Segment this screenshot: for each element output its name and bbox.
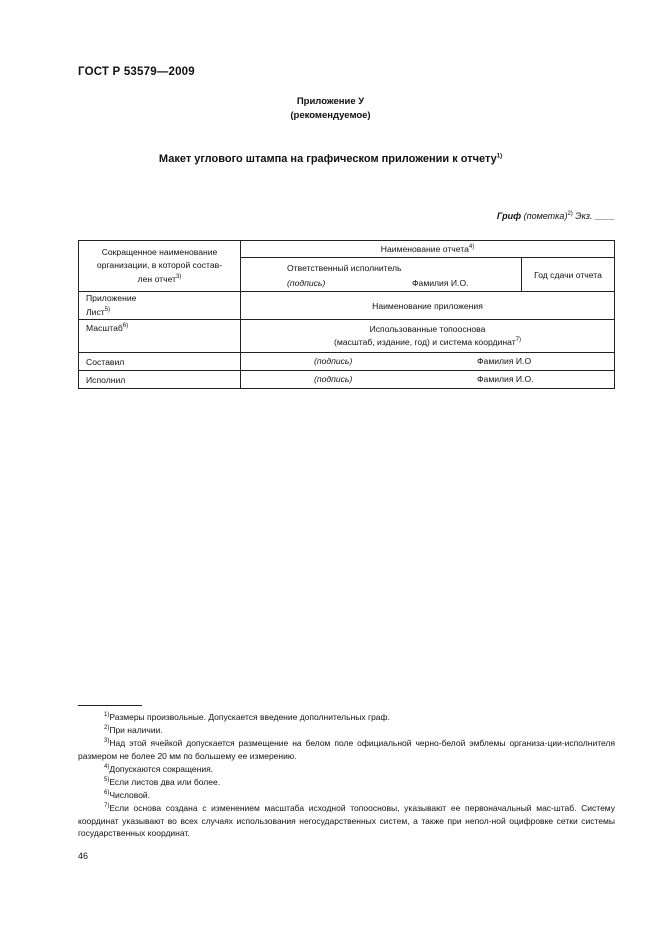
page-number: 46 [78,851,89,861]
responsible-signature: (подпись) [287,278,326,288]
footnote-text: При наличии. [109,725,163,735]
org-name-cell [79,241,241,292]
compiled-label: Составил [86,356,125,367]
appendix-name: Наименование приложения [372,300,483,311]
appendix-field-label: Приложение [86,293,137,303]
grif-label: Гриф [496,211,522,221]
footnote-mark: 3) [104,738,110,745]
footnote-mark: 6) [104,790,110,797]
footnote-mark: 7) [104,803,110,810]
grif-copies: Экз. ____ [575,211,615,221]
footnote-3 [78,737,615,762]
compiled-cell [79,353,241,371]
footnote-text: Над этой ячейкой допускается размещение на белом поле официальной черно-белой эмблемы организа-ции-исполнителя размером не более 20 мм по большему ее измерению. [78,738,615,761]
page-title [0,153,661,165]
responsible-cell [241,258,522,292]
footnote-2 [78,724,615,737]
org-footnote-mark: 3) [176,273,182,280]
org-name-line1: Сокращенное наименование [101,246,218,257]
footnote-1 [78,711,615,724]
footnote-5 [78,776,615,789]
topo-cell [241,320,615,353]
footnote-4 [78,763,615,776]
appendix-status: (рекомендуемое) [290,110,371,121]
scale-footnote-mark: 6) [122,323,129,330]
footnote-separator [78,705,142,706]
org-name-line3: лен отчет [137,273,177,284]
title-footnote-mark: 1) [496,153,503,160]
sheet-footnote-mark: 5) [104,306,111,313]
appendix-label: Приложение У [296,96,365,107]
executed-label: Исполнил [86,374,126,385]
executed-cell [79,371,241,389]
executed-signature: (подпись) [314,374,353,384]
responsible-label: Ответственный исполнитель [287,263,402,273]
footnote-mark: 4) [104,764,110,771]
classification-mark [497,211,615,221]
footnote-7 [78,802,615,840]
grif-note: (пометка) [523,211,568,221]
footnote-mark: 2) [104,725,110,732]
year-cell [521,258,614,292]
footnote-mark: 1) [104,712,110,719]
responsible-surname: Фамилия И.О. [412,278,469,288]
footnote-text: Допускаются сокращения. [109,764,214,774]
footnote-text: Числовой. [109,790,151,800]
scale-label: Масштаб [86,323,123,333]
footnote-text: Если листов два или более. [109,777,221,787]
footnote-mark: 5) [104,777,110,784]
appendix-name-cell [241,292,615,320]
topo-footnote-mark: 7) [515,337,521,344]
appendix-sheet-cell [79,292,241,320]
footnote-text: Размеры произвольные. Допускается введение дополнительных граф. [109,712,390,722]
topo-line2: (масштаб, издание, год) и система координат [333,337,516,347]
sheet-field-label: Лист [86,306,105,317]
report-name-cell [241,241,615,258]
grif-footnote-mark: 2) [567,211,573,217]
executed-sign-cell [241,371,615,389]
org-name-line2: организации, в которой состав- [96,260,223,271]
compiled-signature: (подпись) [314,356,353,366]
year-label: Год сдачи отчета [534,269,602,280]
footnote-text: Если основа создана с изменением масштаба исходной топоосновы, указывают ее первоначальный мас-штаб. Систему координат указывают во всех случаях использования негосударственных систем, а также при непол-ной оцифровке сетки системы государственных координат. [78,803,615,839]
document-code: ГОСТ Р 53579—2009 [78,66,195,78]
footnote-6 [78,789,615,802]
title-text: Макет углового штампа на графическом приложении к отчету [158,153,497,165]
report-name: Наименование отчета [380,244,469,254]
scale-cell [79,320,241,353]
report-footnote-mark: 4) [468,244,475,251]
executed-surname: Фамилия И.О. [477,374,534,384]
corner-stamp-table [78,240,615,389]
topo-line1: Использованные топооснова [369,323,486,334]
compiled-sign-cell [241,353,615,371]
compiled-surname: Фамилия И.О [477,356,532,366]
